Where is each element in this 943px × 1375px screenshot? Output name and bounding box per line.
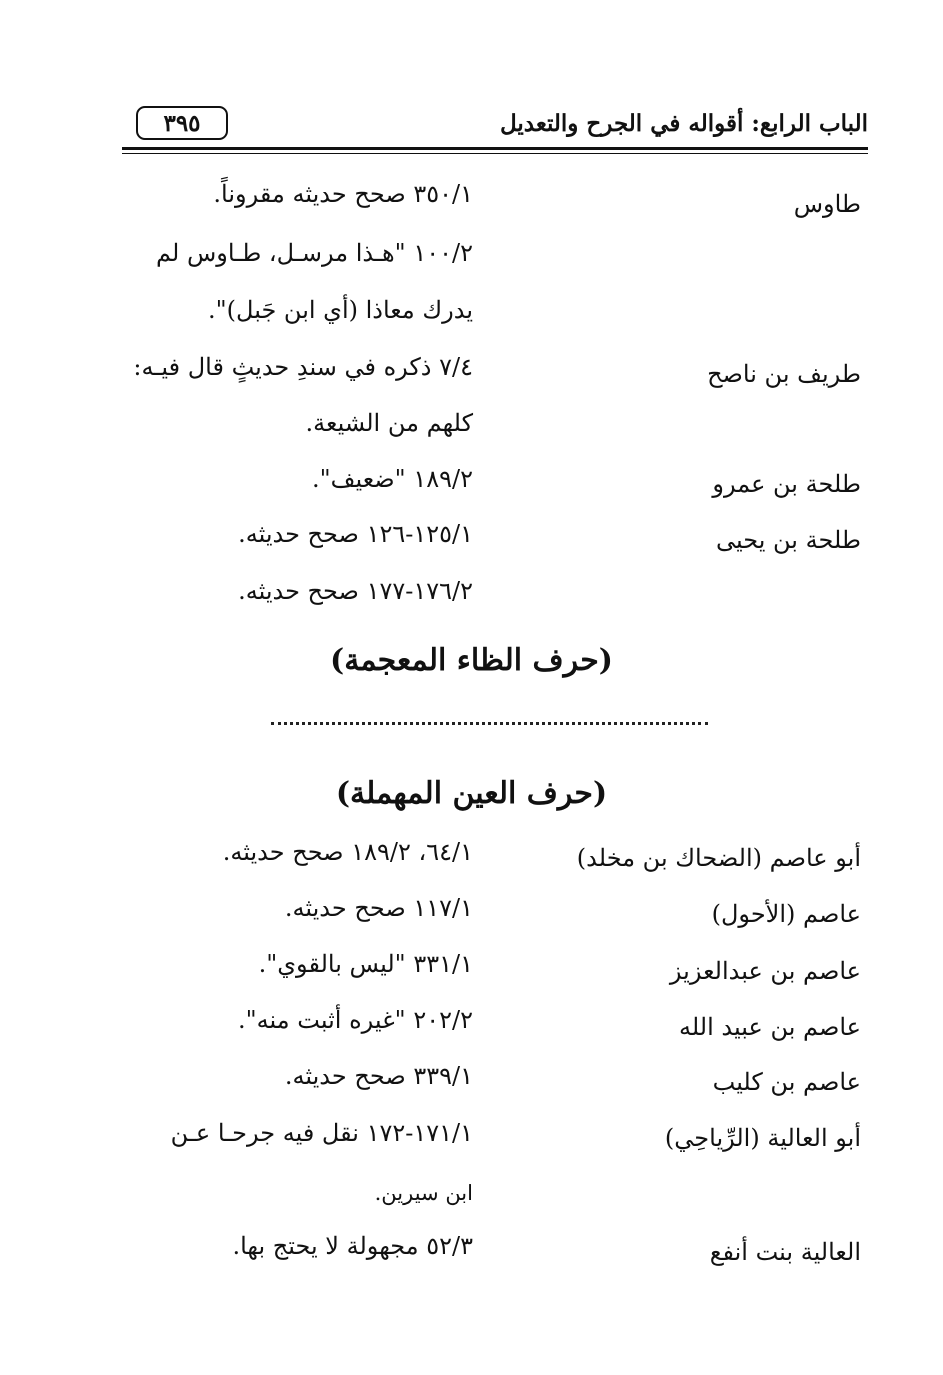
- entry-ref-abu-aliya-1a: ١٧١/١-١٧٢ نقل فيه جرحـا عـن: [170, 1119, 473, 1147]
- entry-name-asim-ahwal: عاصم (الأحول): [711, 900, 861, 928]
- entry-ref-asim-kulayb-1: ٣٣٩/١ صحح حديثه.: [284, 1062, 473, 1090]
- entry-ref-talha-yahya-1: ١٢٥/١-١٢٦ صحح حديثه.: [238, 520, 473, 548]
- section-separator-zaa: [271, 722, 708, 725]
- header-rule-thick: [122, 147, 868, 150]
- entry-name-tawus: طاوس: [793, 190, 861, 218]
- page-number-badge: ٣٩٥: [136, 106, 228, 140]
- entry-ref-talha-amr-1: ١٨٩/٢ "ضعيف".: [311, 465, 473, 493]
- entry-name-asim-kulayb: عاصم بن كليب: [712, 1068, 861, 1096]
- page-header: [122, 92, 868, 152]
- entry-ref-asim-abdulaziz-1: ٣٣١/١ "ليس بالقوي".: [258, 950, 473, 978]
- entry-ref-tarif-1b: كلهم من الشيعة.: [305, 409, 473, 437]
- entry-name-abu-asim: أبو عاصم (الضحاك بن مخلد): [576, 844, 861, 872]
- entry-name-abu-aliya: أبو العالية (الرِّياحِي): [664, 1124, 861, 1152]
- entry-name-aliya-anfa: العالية بنت أنفع: [709, 1238, 861, 1266]
- entry-name-talha-yahya: طلحة بن يحيى: [715, 526, 861, 554]
- entry-ref-asim-ubaydullah-1: ٢٠٢/٢ "غيره أثبت منه".: [238, 1006, 473, 1034]
- entry-ref-aliya-anfa-1: ٥٢/٣ مجهولة لا يحتج بها.: [232, 1232, 473, 1260]
- section-heading-zaa: (حرف الظاء المعجمة): [330, 643, 613, 678]
- entry-name-asim-abdulaziz: عاصم بن عبدالعزيز: [669, 957, 861, 985]
- entry-name-talha-amr: طلحة بن عمرو: [712, 470, 861, 498]
- entry-ref-talha-yahya-2: ١٧٦/٢-١٧٧ صحح حديثه.: [238, 577, 473, 605]
- entry-ref-tawus-2a: ١٠٠/٢ "هـذا مرسـل، طـاوس لم: [156, 239, 473, 267]
- entry-ref-asim-ahwal-1: ١١٧/١ صحح حديثه.: [284, 894, 473, 922]
- section-heading-ayn: (حرف العين المهملة): [335, 776, 608, 811]
- entry-ref-tawus-1: ٣٥٠/١ صحح حديثه مقروناً.: [213, 180, 473, 208]
- entry-ref-abu-asim-1: ٦٤/١، ١٨٩/٢ صحح حديثه.: [222, 838, 473, 866]
- entry-ref-tawus-2b: يدرك معاذا (أي ابن جَبل)".: [208, 296, 473, 324]
- entry-ref-tarif-1a: ٧/٤ ذكره في سندِ حديثٍ قال فيـه:: [133, 353, 473, 381]
- header-rule-thin: [122, 153, 868, 154]
- running-title: الباب الرابع: أقواله في الجرح والتعديل: [499, 110, 868, 137]
- entry-name-asim-ubaydullah: عاصم بن عبيد الله: [678, 1013, 861, 1041]
- entry-ref-abu-aliya-1b: ابن سيرين.: [374, 1181, 473, 1205]
- entry-name-tarif: طريف بن ناصح: [707, 360, 861, 388]
